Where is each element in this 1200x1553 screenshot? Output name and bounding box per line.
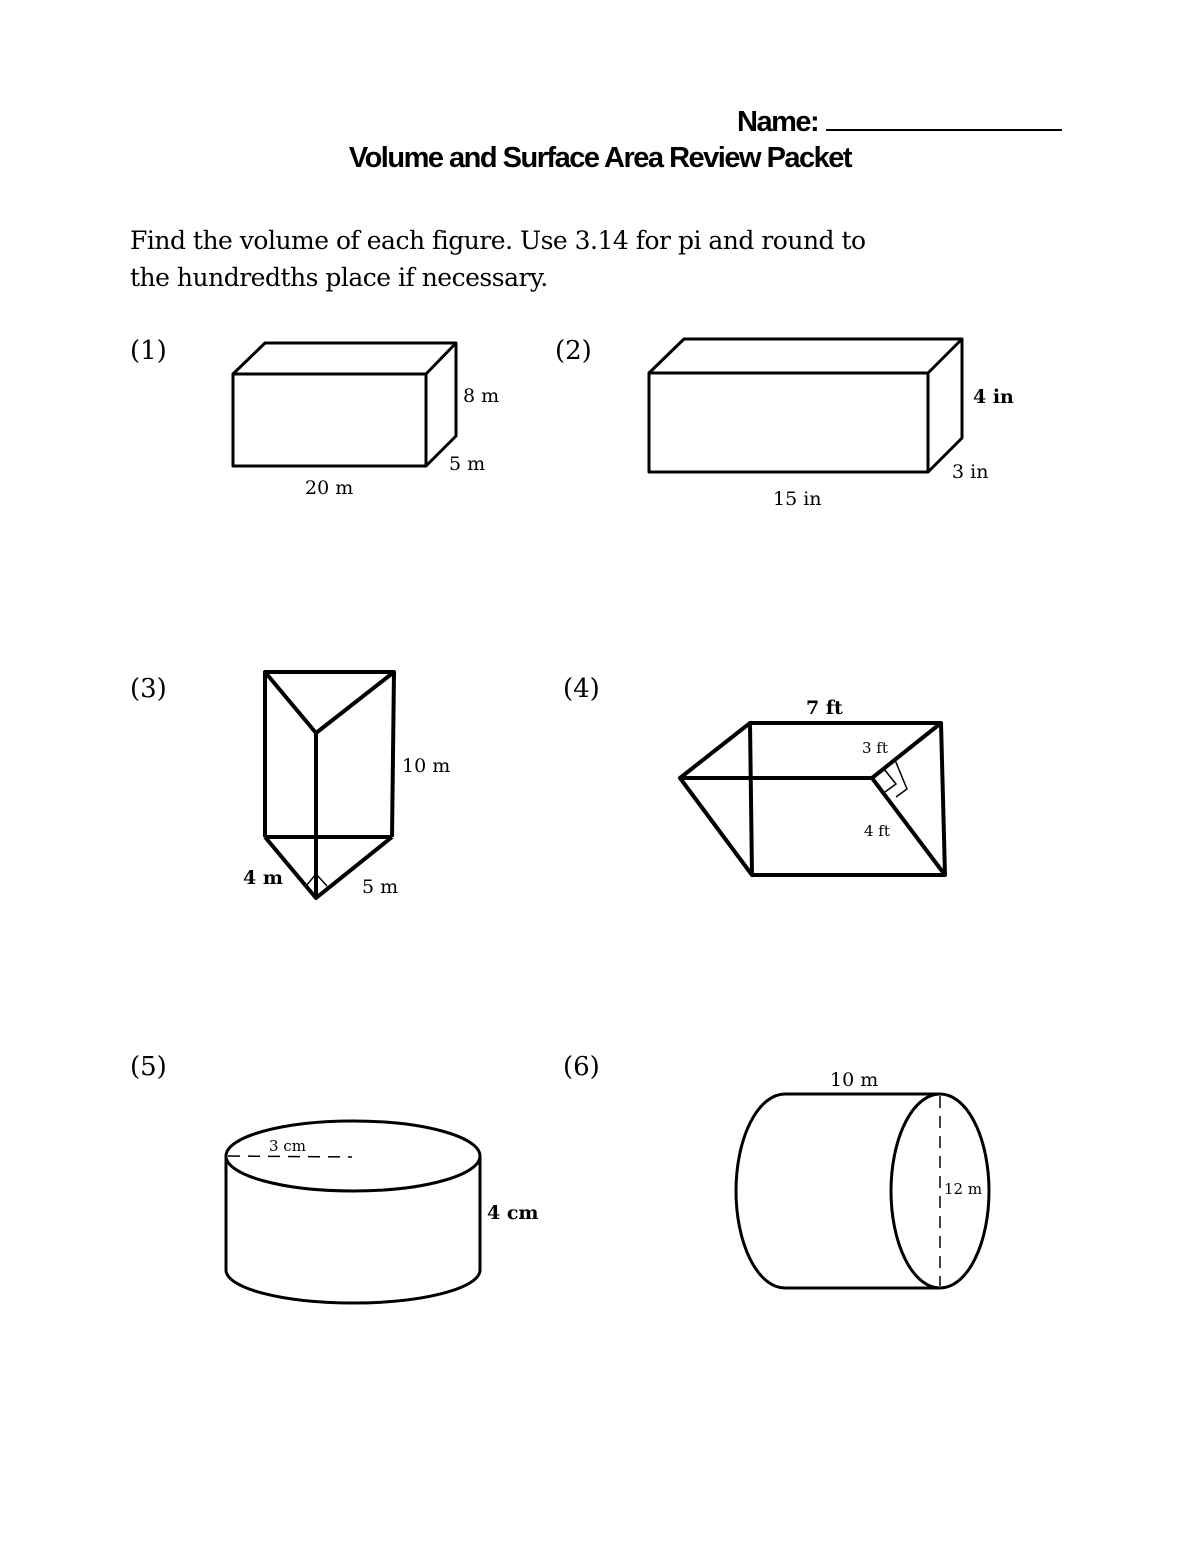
problem-1-number: (1) <box>130 336 167 366</box>
figure-5-height-label: 4 cm <box>487 1202 539 1224</box>
figure-2-front-face <box>649 373 928 472</box>
figure-4-length-label: 7 ft <box>806 697 843 719</box>
figure-2-top-face <box>649 339 962 373</box>
problem-3-number: (3) <box>130 674 167 704</box>
figure-4-leg-a-label: 3 ft <box>862 739 888 757</box>
figure-4-leg-b-label: 4 ft <box>864 822 890 840</box>
name-label: Name: <box>737 106 819 138</box>
figure-2-depth-label: 3 in <box>952 461 989 483</box>
figure-4-right-angle-mark <box>884 769 896 792</box>
figure-5-radius-label: 3 cm <box>269 1137 306 1155</box>
figure-1-side-face <box>426 343 456 466</box>
figure-4-triangular-prism <box>680 723 945 875</box>
figure-2-rectangular-prism <box>649 339 962 472</box>
figure-1-top-face <box>233 343 456 374</box>
instructions-line-2: the hundredths place if necessary. <box>130 263 548 292</box>
figure-1-height-label: 8 m <box>463 385 500 407</box>
figure-5-radius-line <box>228 1156 352 1157</box>
problem-4-number: (4) <box>563 674 600 704</box>
figure-3-right-edge <box>392 672 394 837</box>
figure-1-front-face <box>233 374 426 466</box>
figure-6-length-label: 10 m <box>830 1069 879 1091</box>
figure-6-diameter-label: 12 m <box>944 1180 983 1198</box>
figure-5-top-ellipse <box>226 1121 480 1191</box>
figure-3-triangular-prism <box>265 672 394 898</box>
figure-6-left-arc <box>736 1094 785 1288</box>
figure-4-right-angle-box <box>884 760 907 797</box>
figure-2-height-label: 4 in <box>973 386 1014 408</box>
instructions-line-1: Find the volume of each figure. Use 3.14 for pi and round to <box>130 226 866 255</box>
figure-5-cylinder <box>226 1121 480 1303</box>
figure-2-side-face <box>928 339 962 472</box>
problem-6-number: (6) <box>563 1052 600 1082</box>
page-title: Volume and Surface Area Review Packet <box>348 142 852 174</box>
figure-3-leg-a-label: 4 m <box>243 867 283 889</box>
problem-2-number: (2) <box>555 336 592 366</box>
figure-4-front-triangle <box>680 723 752 875</box>
figure-1-rectangular-prism <box>233 343 456 466</box>
problem-5-number: (5) <box>130 1052 167 1082</box>
figure-1-length-label: 20 m <box>305 477 354 499</box>
figure-2-length-label: 15 in <box>773 488 822 510</box>
figure-1-depth-label: 5 m <box>449 453 486 475</box>
figure-3-height-label: 10 m <box>402 755 451 777</box>
figure-5-bottom-arc <box>226 1270 480 1303</box>
figure-3-leg-b-label: 5 m <box>362 876 399 898</box>
figure-3-top-triangle <box>265 672 394 733</box>
